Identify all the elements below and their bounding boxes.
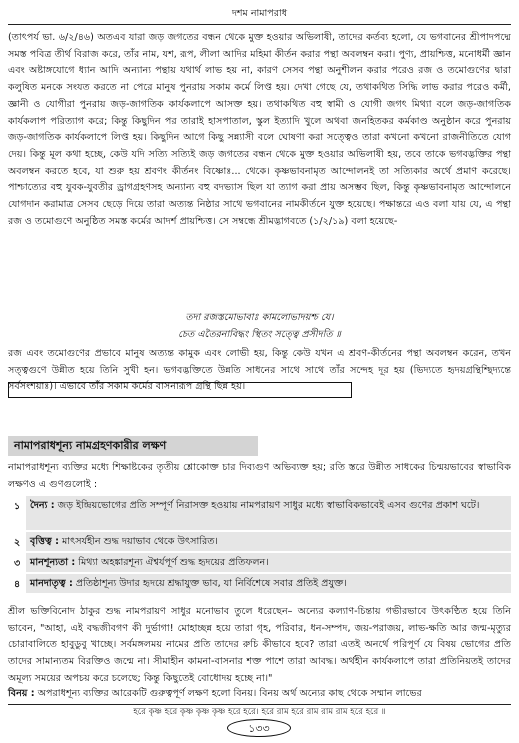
paragraph-text: নামাপরাধশূন্য ব্যক্তির মধ্যে শিক্ষাষ্টকের তৃতীয় শ্লোকোক্ত চার দিব্যগুণ অভিব্যক্ত হয়; রতি স্তরে উন্নীত সাধকের চিন্ময়ভাবের স্বাভাবিক লক্ষণও এ গুণগুলোই : xyxy=(8,462,511,490)
quality-term: মানদাতৃত্ব : xyxy=(30,578,73,589)
page-number: ১৩৩ xyxy=(227,719,291,737)
list-item-text xyxy=(26,532,511,551)
highlight-box xyxy=(8,382,352,398)
paragraph-term: বিনয় : xyxy=(8,688,35,699)
list-item xyxy=(14,553,511,574)
quality-description: মাৎসর্যহীন শুদ্ধ দয়াভাব থেকে উৎসারিত। xyxy=(58,536,218,547)
quality-term: বৃত্তিত্ব : xyxy=(30,536,59,547)
list-item-text xyxy=(26,553,511,572)
body-paragraph-4 xyxy=(8,604,511,688)
paragraph-text xyxy=(8,686,511,703)
body-paragraph-1 xyxy=(8,30,511,230)
list-item xyxy=(14,532,511,553)
list-item-number: ৩ xyxy=(14,558,21,569)
quality-term: মানশূন্যতা : xyxy=(30,557,76,568)
list-item-number: ১ xyxy=(14,501,21,512)
list-item xyxy=(14,574,511,595)
header-divider xyxy=(8,24,511,25)
paragraph-text: শ্রীল ভক্তিবিনোদ ঠাকুর শুদ্ধ নামপরায়ণ সাধুর মনোভাব তুলে ধরেছেন– অন্যের কল্যাণ-চিন্তায় গভীরভাবে উৎকণ্ঠিত হয়ে তিনি ভাবেন, "আহা, এই বদ্ধজীবগণ কী দুর্ভাগা! মোহাচ্ছন্ন হয়ে তারা গৃহ, পরিবার, ধন-সম্পদ, জয়-পরাজয়, লাভ-ক্ষতি আর জন্ম-মৃত্যুর চোরাবালিতে হাবুডুবু খাচ্ছে। সর্বমঙ্গলময় নামের প্রতি তাদের রুচি কীভাবে হবে? তারা এতই অনর্থে পরিপূর্ণ যে বিষয় ভোগের প্রতি তাদের সামান্যতম বিরক্তিও জন্মে না। সীমাহীন কামনা-বাসনার শক্ত পাশে তারা আবদ্ধ। অর্থহীন কার্যকলাপে তারা প্রতিনিয়তই তাদের অমূল্য সময়ের অপচয় করে চলেছে; কিন্তু কিছুতেই বোধোদয় হচ্ছে না।" xyxy=(8,606,511,684)
footer-divider xyxy=(8,704,511,705)
footer-mantra: হরে কৃষ্ণ হরে কৃষ্ণ কৃষ্ণ কৃষ্ণ হরে হরে। হরে রাম হরে রাম রাম রাম হরে হরে ॥ xyxy=(133,707,386,717)
body-paragraph-5 xyxy=(8,686,511,703)
qualities-list xyxy=(14,496,511,595)
paragraph-body: অপরাধশূন্য ব্যক্তির আরেকটি গুরুত্বপূর্ণ লক্ষণ হলো বিনয়। বিনয় অর্থ অন্যের কাছ থেকে সম্মান লাভের xyxy=(34,688,422,699)
verse-line-1: তদা রজস্তমোভাবাঃ কামলোভাদয়শ্চ যে। xyxy=(185,312,334,323)
list-item-number: ৪ xyxy=(14,579,21,590)
running-header: দশম নামাপরাধ xyxy=(231,8,288,19)
verse-line-2: চেত এতৈরনাবিদ্ধং স্থিতং সত্ত্বে প্রসীদতি ॥ xyxy=(178,329,341,340)
list-item-text xyxy=(26,496,511,530)
quality-term: দৈন্য : xyxy=(30,500,55,511)
list-item xyxy=(14,496,511,532)
quality-description: মিথ্যা অহঙ্কারশূন্য ঐশ্বর্যপূর্ণ শুদ্ধ হৃদয়ের প্রতিফলন। xyxy=(75,557,269,568)
quality-description: জড় ইন্দ্রিয়ভোগের প্রতি সম্পূর্ণ নিরাসক্ত হওয়ায় নামপরায়ণ সাধুর মধ্যে স্বাভাবিকভাবেই এসব গুণের প্রকাশ ঘটে। xyxy=(54,500,480,511)
body-paragraph-3 xyxy=(8,460,511,493)
section-heading: নামাপরাধশূন্য নামগ্রহণকারীর লক্ষণ xyxy=(8,436,258,456)
paragraph-text: রজ এবং তমোগুণের প্রভাবে মানুষ অত্যন্ত কামুক এবং লোভী হয়, কিন্তু কেউ যখন এ শ্রবণ-কীর্তনের পন্থা অবলম্বন করেন, তখন সত্ত্বগুণে উন্নীত হয়ে তিনি সুখী হন। ভগবদ্ভক্তিতে উন্নতি সাধনের সাথে সাথে তাঁর সন্দেহ দূর হয় (ভিদ্যতে হৃদয়গ্রন্থিশ্ছিদ্যন্তে সর্বসংশয়াঃ)। এভাবে তাঁর সকাম কর্মের বাসনারূপ গ্রন্থি ছিন্ন হয়। xyxy=(8,348,511,393)
paragraph-text: (তাৎপর্য ভা. ৬/২/৪৬) অতএব যারা জড় জগতের বন্ধন থেকে মুক্ত হওয়ার অভিলাষী, তাদের কর্তব্য হলো, যে ভগবানের শ্রীপাদপদ্মে সমস্ত পবিত্র তীর্থ বিরাজ করে, তাঁর নাম, যশ, রূপ, লীলা আদির মহিমা কীর্তন করার পন্থা অবলম্বন করা। পুণ্য, প্রায়শ্চিত্ত, মনোধর্মী জ্ঞান এবং অষ্টাঙ্গযোগে ধ্যান আদি অন্যান্য পন্থায় যথার্থ লাভ হয় না, কারণ সেসব পন্থা অনুশীলন করার পরেও রজ ও তমোগুণের দ্বারা কলুষিত মনকে সংযত করতে না পেরে মানুষ পুনরায় সকাম কর্মে লিপ্ত হয়। দেখা গেছে যে, তথাকথিত সিদ্ধি লাভ করার পরেও কর্মী, জ্ঞানী ও যোগীরা পুনরায় জড়-জাগতিক কার্যকলাপে আসক্ত হয়। তথাকথিত বহু স্বামী ও যোগী জগৎ মিথ্যা বলে জড়-জাগতিক কার্যকলাপ পরিত্যাগ করে; কিন্তু কিছুদিন পর তারাই হাসপাতাল, স্কুল ইত্যাদি খুলে অথবা জনহিতকর কর্মকাণ্ড অনুষ্ঠান করে পুনরায় জড়-জাগতিক কার্যকলাপে লিপ্ত হয়। কিছুদিন আগে কিছু সন্ন্যাসী বলে ঘোষণা করা সত্ত্বেও তারা কখনো কখনো রাজনীতিতে যোগ দেয়। কিন্তু মূল কথা হচ্ছে, কেউ যদি সত্যি সত্যিই জড় জগতের বন্ধন থেকে মুক্ত হওয়ার অভিলাষী হয়, তবে তাকে ভগবদ্ভক্তির পন্থা অবলম্বন করতে হবে, যা শুরু হয় শ্রবণং কীর্তনং বিষ্ণোঃ... থেকে। কৃষ্ণভাবনামৃত আন্দোলনই তা সত্যিকার অর্থে প্রমাণ করেছে। পাশ্চাত্যের বহু যুবক-যুবতীর ড্রাগগ্রহণসহ অন্যান্য বহু বদভ্যাস ছিল যা ত্যাগ করা প্রায় অসম্ভব ছিল, কিন্তু কৃষ্ণভাবনামৃত আন্দোলনে যোগদান করামাত্র সেসব ছেড়ে দিয়ে তারা অত্যন্ত নিষ্ঠার সাথে ভগবানের নামকীর্তনে যুক্ত হয়েছে। পক্ষান্তরে এও বলা যায় যে, এ পন্থা রজ ও তমোগুণে অনুষ্ঠিত সমস্ত কর্মের আদর্শ প্রায়শ্চিত্ত। সে সম্বন্ধে শ্রীমদ্ভাগবতে (১/২/১৯) বলা হয়েছে- xyxy=(8,32,511,227)
quality-description: প্রতিষ্ঠাশূন্য উদার হৃদয়ে শ্রদ্ধাযুক্ত ভাব, যা নির্বিশেষে সবার প্রতিই প্রযুক্ত। xyxy=(72,578,347,589)
list-item-text xyxy=(26,574,511,593)
list-item-number: ২ xyxy=(14,537,21,548)
